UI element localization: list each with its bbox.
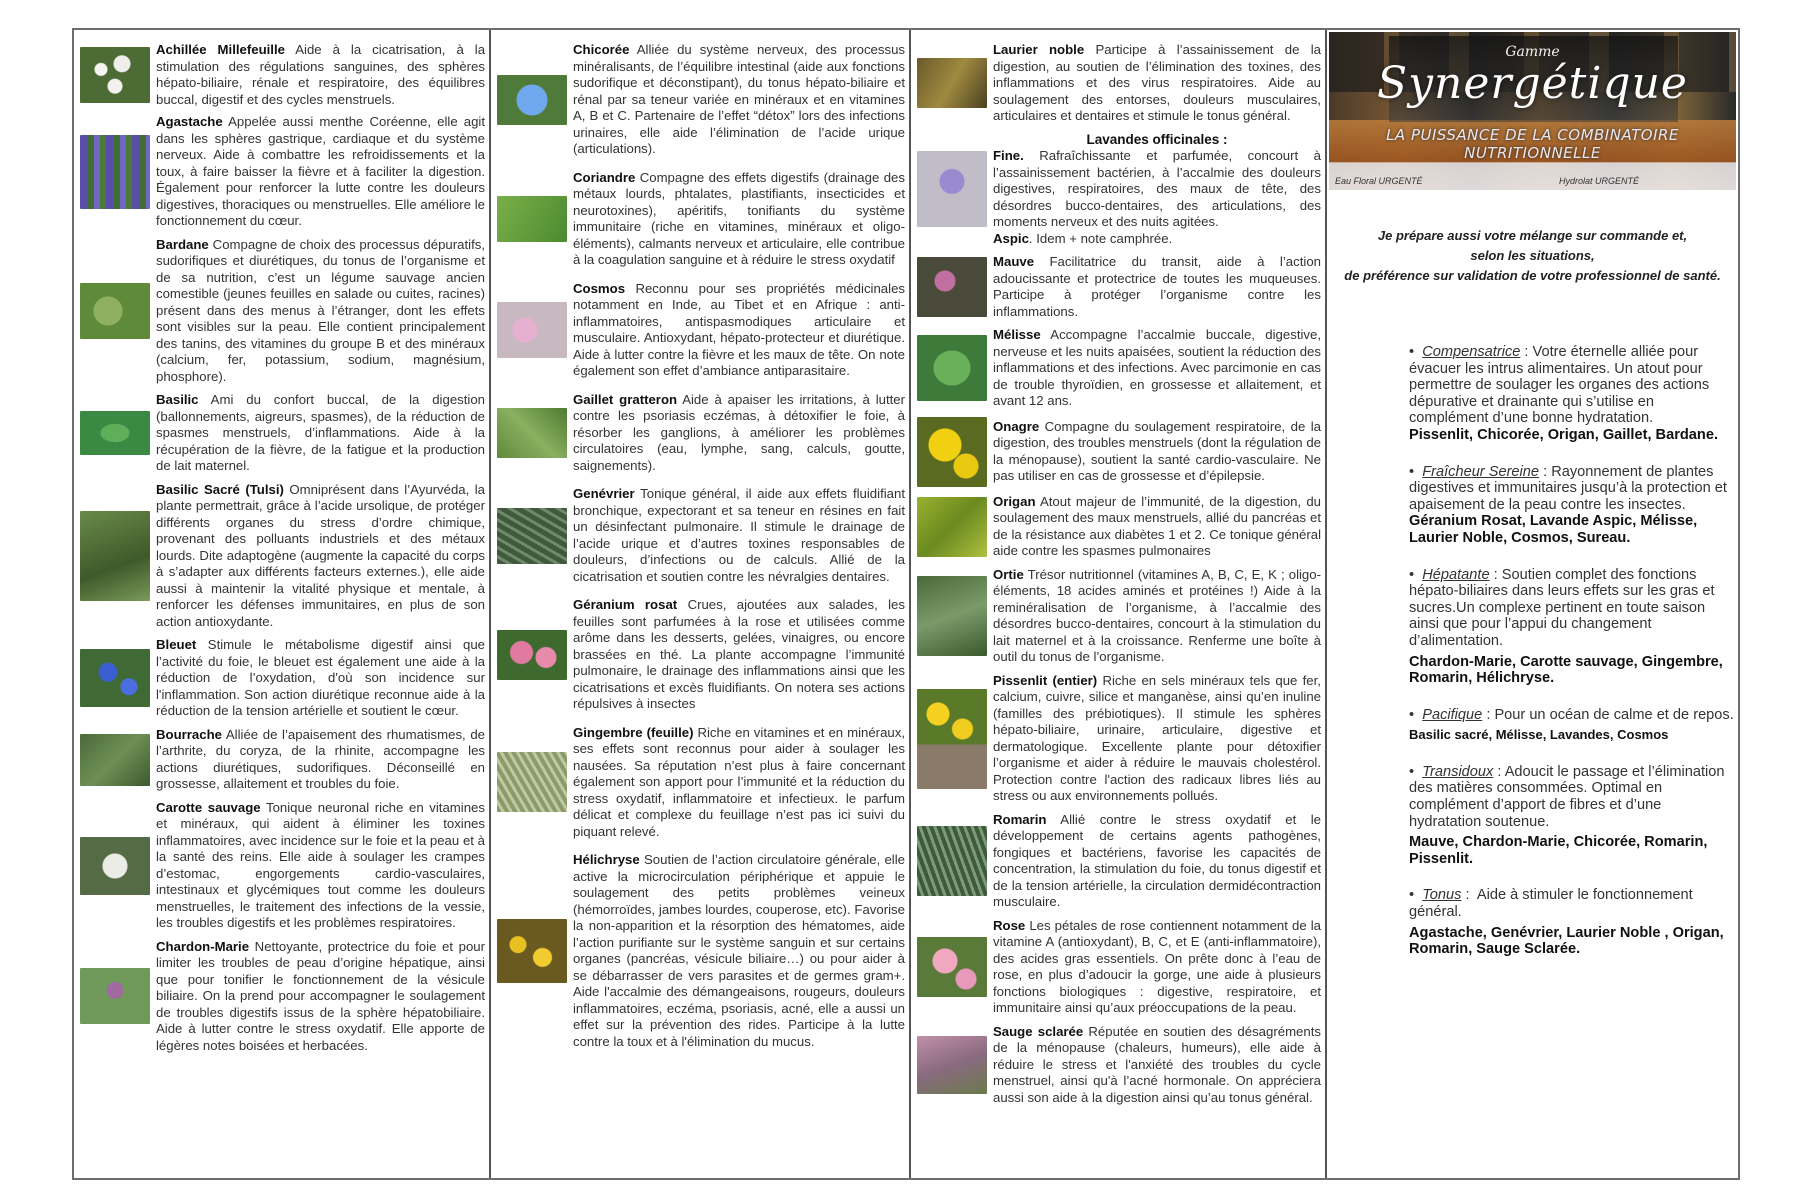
plant-description: Alliée de l’apaisement des rhumatismes, de l’arthrite, du coryza, de la rhinite, accompagne les actions diurétiques, sudorifiques. Déconseillé en grossesse, allaitement et troubles du foie.	[156, 726, 486, 791]
blend-name: Fraîcheur Sereine	[1422, 463, 1540, 480]
plant-entry-melisse	[911, 327, 1325, 410]
helichrysum-image	[497, 919, 567, 983]
custom-blend-note	[1327, 226, 1738, 286]
blend-description: Soutien complet des fonctions hépato-biliaires dans leurs effets sur les gras et sucres.Un complexe pertinent en toute saison ainsi que pour l’appui du changement d’alimentation.	[1409, 566, 1715, 649]
blend-name: Tonus	[1422, 887, 1462, 904]
plant-description: Ami du confort buccal, de la digestion (ballonnements, aigreurs, spasmes), de la réduction de spasmes menstruels, d’inflammations. Aide à la récupération de la fièvre, de la fatigue et la production de lait maternel.	[156, 392, 486, 473]
plant-name: Cosmos	[573, 280, 626, 296]
blend-separator: :	[1461, 887, 1477, 904]
column-2	[489, 30, 909, 1178]
note-line-2: selon les situations,	[1470, 248, 1595, 263]
plant-name: Gaillet gratteron	[573, 391, 678, 407]
plant-name: Ortie	[993, 566, 1024, 582]
plant-description: Rafraîchissante et parfumée, concourt à l’assainissement bactérien, à l’accalmie des douleurs digestives, respiratoires, des maux de tête, des désordres bucco-dentaires, des articulations, des moments nerveux et des nuits agitées.	[993, 148, 1321, 229]
plant-description: Compagne du soulagement respiratoire, de la digestion, des troubles menstruels (dont la régulation de la ménopause), soutient la santé cardio-vasculaire. Ne pas utiliser en cas de grossesse et d’épilepsie.	[993, 418, 1321, 483]
plant-description: Soutien de l’action circulatoire générale, elle active la microcirculation périphérique et appuie le soulagement des petits problèmes veineux (hémorroïdes, jambes lourdes, couperose, etc). Favorise la non-apparition et la résorption des hématomes, aide l’action purifiante sur le système sanguin et sur certains organes (pancréas, vésicule biliaire…) ou pour aider à se débarrasser de vers parasites et de germes gram+. Aide l'accalmie des démangeaisons, rougeurs, douleurs inflammatoires, eczéma, psoriasis, acné, elle a aussi un effet sur la prévention des rides. Participe à la lutte contre la toux et à l'élimination du mucus.	[573, 852, 905, 1049]
cosmos-image	[497, 302, 567, 358]
plant-description: Alliée du système nerveux, des processus minéralisants, de l’équilibre intestinal (aide aux fonctions sudorifique et déconstipant), du tonus hépato-biliaire et rénal par sa teneur variée en minéraux et en vitamines A, B et C. Partenaire de l’effet “détox” lors des infections urinaires, elle aide l’élimination de l’acide urique (articulations).	[573, 42, 905, 156]
blend-name: Pacifique	[1422, 706, 1483, 723]
plant-name: Bleuet	[156, 637, 197, 652]
blend-plants: Basilic sacré, Mélisse, Lavandes, Cosmos	[1409, 727, 1669, 743]
banner-image	[1329, 32, 1736, 190]
plant-entry-bardane	[74, 237, 489, 386]
mallow-image	[917, 257, 987, 317]
tagline-line-2: NUTRITIONNELLE	[1464, 144, 1601, 162]
plant-name: Bourrache	[156, 726, 222, 742]
plant-description: Reconnu pour ses propriétés médicinales notamment en Inde, au Tibet et en Afrique : anti-inflammatoires, antispasmodiques articulaire et musculaire. Antioxydant, hépato-protecteur et diurétique. Aide à lutter contre la fièvre et les maux de tête. On note également son effet d’ambiance antiparasitaire.	[573, 280, 905, 378]
plant-entry-achillee	[74, 42, 489, 108]
synergetique-panel	[1325, 30, 1738, 1178]
chicory-image	[497, 75, 567, 125]
plant-description: Stimule le métabolisme digestif ainsi que l’activité du foie, le bleuet est également une aide à la réduction de l’oxydation, d'où son incidence sur l'inflammation. Son action diurétique reconnue aide à la réduction de la tension artérielle et soutient le cœur.	[156, 637, 485, 718]
plant-name: Basilic Sacré (Tulsi)	[156, 481, 284, 497]
note-line-1: Je prépare aussi votre mélange sur commande et,	[1377, 228, 1688, 243]
blend-description: Aide à stimuler le fonctionnement général.	[1409, 887, 1693, 921]
plant-name: Achillée Millefeuille	[156, 42, 285, 57]
plant-name: Mélisse	[993, 327, 1041, 342]
plant-name: Bardane	[156, 236, 209, 252]
column-1	[74, 30, 489, 1178]
plant-description: Compagne des effets digestifs (drainage des métaux lourds, phtalates, plastifiants, insecticides et neurotoxines), apéritifs, tonifiants du système immunitaire (riche en vitamines, minéraux et oligo-éléments), calmants nerveux et articulaire, elle contribue à la coagulation sanguine et à réduire le stress oxydatif	[573, 169, 905, 267]
plant-name: Fine.	[993, 148, 1024, 163]
plant-description: Compagne de choix des processus dépuratifs, sudorifiques et diurétiques, du tonus de l’organisme et de sa nutrition, c’est un légume sauvage ancien comestible (jeunes feuilles en salade ou cuites, racines) présent dans des menus à l’étranger, dont les effets sont visibles sur la peau. Elle contient principalement des tanins, des vitamines du groupe B et des minéraux (calcium, fer, potassium, sodium, magnésium, phosphore).	[156, 236, 485, 384]
oregano-image	[917, 497, 987, 557]
blend-tonus	[1409, 887, 1736, 957]
rosemary-image	[917, 826, 987, 896]
plant-entry-origan	[911, 494, 1325, 560]
bullet-icon: •	[1409, 463, 1423, 480]
lavender-image	[917, 151, 987, 227]
plant-name: Basilic	[156, 392, 199, 407]
blend-separator: :	[1482, 706, 1495, 723]
plant-description: Accompagne l’accalmie buccale, digestive, nerveuse et les nuits apaisées, soutient la réduction des inflammations et des infections. Avec parcimonie en cas de trouble thyroïdien, en grossesse et allaitement, et avant 12 ans.	[993, 327, 1321, 408]
blend-separator: :	[1539, 463, 1552, 480]
plant-entry-geranium	[491, 597, 909, 713]
plant-entry-agastache	[74, 114, 489, 230]
plant-entry-chicoree	[491, 42, 909, 158]
note-line-3: de préférence sur validation de votre professionnel de santé.	[1344, 268, 1721, 283]
plant-name: Rose	[993, 917, 1026, 933]
bullet-icon: •	[1409, 887, 1423, 904]
plant-entry-ortie	[911, 567, 1325, 666]
blend-separator: :	[1493, 763, 1505, 780]
plant-description: Les pétales de rose contiennent notamment de la vitamine A (antioxydant), B, C, et E (anti-inflammatoire), des acides gras essentiels. On prête donc à l’eau de rose, en plus d’adoucir la gorge, une aide à plusieurs fonctions biologiques : digestive, respiratoire, et immunitaire ainsi qu’aux préoccupations de la peau.	[993, 917, 1321, 1015]
plant-entry-pissenlit	[911, 673, 1325, 805]
plant-entry-laurier	[911, 42, 1325, 125]
plant-description: Réputée en soutien des désagréments de la ménopause (chaleurs, humeurs), elle aide à réduire le stress et l'anxiété des troubles du cycle menstruel, ainsi qu'à l’acné hormonale. On appréciera aussi son aide à la digestion ainsi qu’au tonus général.	[993, 1023, 1321, 1105]
holy-basil-image	[80, 511, 150, 601]
plant-name: Agastache	[156, 114, 223, 129]
plant-entry-cosmos	[491, 281, 909, 380]
blend-plants: Mauve, Chardon-Marie, Chicorée, Romarin, Pissenlit.	[1409, 834, 1708, 867]
blend-name: Compensatrice	[1422, 344, 1521, 360]
plant-description: Atout majeur de l’immunité, de la digestion, du soulagement des maux menstruels, allié du pancréas et de la résistance aux diabètes 1 et 2. Ce tonique général aide contre les spasmes pulmonaires	[993, 493, 1321, 558]
plant-entry-genevrier	[491, 486, 909, 585]
plant-name: Chardon-Marie	[156, 938, 250, 954]
plant-entry-gingembre	[491, 725, 909, 841]
wild-carrot-image	[80, 837, 150, 895]
plant-name: Gingembre (feuille)	[573, 724, 694, 740]
bullet-icon: •	[1409, 706, 1423, 723]
blend-separator: :	[1489, 566, 1502, 583]
bottle-label-right: Hydrolat URGENTÉ	[1559, 176, 1640, 186]
range-title: Synergétique	[1377, 58, 1688, 109]
plant-description: Riche en vitamines et en minéraux, ses effets sont reconnus pour aider à soulager les nausées. Sa réputation n’est plus à faire concernant également son apport pour l’immunité et la réduction du stress oxydatif, inflammatoire et infectieux. le parfum délicat et complexe du feuillage n’est pas ici suivi du piquant relevé.	[573, 724, 905, 839]
bottle-labels	[1329, 170, 1736, 188]
plant-entry-gaillet	[491, 392, 909, 475]
blend-hepatante	[1409, 567, 1736, 687]
plant-entry-romarin	[911, 812, 1325, 911]
blend-plants: Pissenlit, Chicorée, Origan, Gaillet, Bardane.	[1409, 426, 1718, 443]
plant-description: Tonique général, il aide aux effets fluidifiant bronchique, expectorant et sa teneur en résines en fait un désinfectant pulmonaire. Il stimule le drainage de l’acide urique et d’autres toxines responsables de douleurs, d’infections ou de calculs. Allié de la cicatrisation et soutien contre les névralgies dentaires.	[573, 486, 905, 584]
plant-name: Hélichryse	[573, 852, 640, 867]
plant-description: Allié contre le stress oxydatif et le développement de certains agents pathogènes, fongiques et bactériens, favorise les capacités de concentration, la stimulation du foie, du tonus digestif et de la tension artérielle, la circulation dermidécontraction musculaire.	[993, 811, 1322, 909]
plant-name: Mauve	[993, 254, 1035, 269]
plant-name: Onagre	[993, 418, 1040, 434]
nettle-image	[917, 576, 987, 656]
blend-name: Transidoux	[1422, 763, 1494, 780]
blend-separator: :	[1520, 344, 1533, 360]
blend-plants: Chardon-Marie, Carotte sauvage, Gingembre, Romarin, Hélichryse.	[1409, 653, 1723, 687]
evening-primrose-image	[917, 417, 987, 487]
bottle-label-left: Eau Floral URGENTÉ	[1335, 176, 1423, 186]
blend-name: Hépatante	[1422, 566, 1490, 583]
plant-description: Trésor nutritionnel (vitamines A, B, C, E, K ; oligo-éléments, 18 acides aminés et protéines !) Aide à la reminéralisation de l’organisme, à l’accalmie des désordres bucco-dentaires, concourt à la stimulation du lait maternel et à la croissance. Renferme une boîte à outil du tonus de l’organisme.	[993, 566, 1321, 664]
milk-thistle-image	[80, 968, 150, 1024]
blend-list	[1409, 344, 1738, 958]
plant-entry-basilic-sacre	[74, 482, 489, 631]
gamme-label: Gamme	[1505, 44, 1560, 60]
clary-sage-image	[917, 1036, 987, 1094]
plant-description: Facilitatrice du transit, aide à l’action adoucissante et protectrice de toutes les muqueuses. Participe à protéger l’organisme contre les inflammations.	[993, 254, 1321, 319]
blend-plants: Géranium Rosat, Lavande Aspic, Mélisse, Laurier Noble, Cosmos, Sureau.	[1409, 513, 1698, 546]
plant-entry-helichryse	[491, 852, 909, 1050]
blend-description: Pour un océan de calme et de repos.	[1494, 706, 1734, 723]
plant-entry-rose	[911, 918, 1325, 1017]
plant-description: Riche en sels minéraux tels que fer, calcium, cuivre, silice et manganèse, ainsi qu’en inuline (familles des prébiotiques). Il stimule les sphères hépato-biliaire, urinaire, articulaire, digestive et dermatologique. Excellente plante pour détoxifier l’organisme et aider à réduire le mauvais cholestérol. Protection contre l'action des radicaux libres liés au stress ou aux environnements pollués.	[993, 672, 1321, 803]
plant-description: Tonique neuronal riche en vitamines et minéraux, qui aident à éliminer les toxines inflammatoires, avec incidence sur le foie et la peau et à la santé des reins. Elle aide à soulager les crampes d’estomac, engorgements cardio-vasculaires, intestinaux et glycémiques tout comme les douleurs menstruelles, le traitement des infections de la vessie, les troubles digestifs et les problèmes respiratoires.	[156, 799, 485, 930]
blend-fraicheur-sereine	[1409, 464, 1736, 547]
cornflower-image	[80, 649, 150, 707]
plant-description: Aide à apaiser les irritations, à lutter contre les psoriasis eczémas, à détoxifier le foie, à résorber les ganglions, à améliorer les problèmes circulatoires (eau, lymphe, sang, calculs, goutte, saignements).	[573, 391, 906, 473]
plant-description: Appelée aussi menthe Coréenne, elle agit dans les sphères gastrique, cardiaque et du système nerveux. Aide à combattre les refroidissements et la toux, à faire baisser la fièvre et à faciliter la digestion. Également pour renforcer la lutte contre les douleurs digestives, thoraciques ou menstruelles. Elle améliore le fonctionnement du cœur.	[156, 114, 485, 228]
plant-name: Origan	[993, 493, 1036, 509]
range-tagline	[1329, 126, 1736, 162]
agastache-image	[80, 135, 150, 209]
plant-name: Genévrier	[573, 486, 635, 501]
plant-description: Aide à la cicatrisation, à la stimulation des régulations sanguines, des sphères hépato-biliaire, rénale et respiratoire, des équilibres buccal, digestif et des cycles menstruels.	[156, 42, 486, 107]
plant-name: Laurier noble	[993, 42, 1085, 57]
blend-compensatrice	[1409, 344, 1736, 444]
bay-laurel-image	[917, 58, 987, 108]
plant-description: Nettoyante, protectrice du foie et pour limiter les troubles de peau d’origine hépatique, ainsi que pour tonifier le fonctionnement de la vésicule biliaire. On la prend pour accompagner le soulagement de troubles digestifs issus de la sphère hépatobiliaire. Aide à lutter contre le stress oxydatif. Elle apporte de légères notes boisées et herbacées.	[156, 938, 485, 1053]
blend-description: Rayonnement de plantes digestives et immunitaires jusqu’à la protection et apaisement de la peau contre les insectes.	[1409, 463, 1727, 513]
blend-pacifique	[1409, 707, 1736, 744]
plant-entry-carotte	[74, 800, 489, 932]
plant-entry-bleuet	[74, 637, 489, 720]
borage-image	[80, 734, 150, 786]
rose-image	[917, 937, 987, 997]
plant-description: Participe à l’assainissement de la digestion, au soutien de l’élimination des toxines, des inflammations et des virus respiratoires. Aide au soulagement des entorses, douleurs musculaires, articulaires et dentaires et stimule le tonus général.	[993, 42, 1321, 123]
plant-description: Crues, ajoutées aux salades, les feuilles sont parfumées à la rose et utilisées comme arôme dans les desserts, gelées, vinaigres, ou encore brassées en thé. La plante accompagne l’immunité pulmonaire, le drainage des inflammations ainsi que les cicatrisations et excès fluidifiants. On notera ses actions répulsives à insectes	[573, 597, 905, 711]
blend-description: Adoucit le passage et l’élimination des matières consommées. Optimal en complément d’apport de fibres et d’une hydratation soutenue.	[1409, 763, 1725, 830]
plant-entry-lavandes	[911, 132, 1325, 248]
plant-subname: Aspic	[993, 230, 1029, 246]
plant-entry-sauge	[911, 1024, 1325, 1107]
plant-entry-coriandre	[491, 170, 909, 269]
lemon-balm-image	[917, 335, 987, 401]
blend-transidoux	[1409, 764, 1736, 868]
tagline-line-1: LA PUISSANCE DE LA COMBINATOIRE	[1386, 126, 1679, 144]
ginger-image	[497, 752, 567, 812]
plant-entry-bourrache	[74, 727, 489, 793]
plant-name: Chicorée	[573, 42, 630, 57]
juniper-image	[497, 508, 567, 564]
plant-name: Pissenlit (entier)	[993, 672, 1098, 688]
plant-name: Romarin	[993, 811, 1047, 827]
plant-subdescription: . Idem + note camphrée.	[1028, 230, 1173, 246]
burdock-image	[80, 283, 150, 339]
plant-entry-chardon	[74, 939, 489, 1055]
blend-description: Votre éternelle alliée pour évacuer les intrus alimentaires. Un atout pour permettre de soulager les organes des actions dépurative et drainante qui s’utilise en complément d’une bonne hydratation.	[1409, 344, 1710, 427]
basil-image	[80, 411, 150, 455]
dandelion-image	[917, 689, 987, 789]
bullet-icon: •	[1409, 344, 1423, 360]
plant-name: Coriandre	[573, 169, 636, 185]
bullet-icon: •	[1409, 763, 1423, 780]
lavandes-heading: Lavandes officinales :	[1086, 131, 1228, 147]
plant-description: Omniprésent dans l’Ayurvéda, la plante permettrait, grâce à l’acide ursolique, de protéger différents organes du stress d’ordre chimique, provenant des polluants industriels et des métaux lourds. Dite adaptogène (augmente la capacité du corps à s’adapter aux différents facteurs externes.), elle aide aussi à maintenir la vitalité physique et mentale, à renforcer les défenses immunitaires, en plus de son action antioxydante.	[156, 481, 485, 629]
plant-entry-mauve	[911, 254, 1325, 320]
brochure-frame	[72, 28, 1740, 1180]
plant-name: Géranium rosat	[573, 597, 678, 612]
geranium-image	[497, 630, 567, 680]
blend-plants: Agastache, Genévrier, Laurier Noble , Origan, Romarin, Sauge Sclarée.	[1409, 924, 1724, 958]
cleavers-image	[497, 408, 567, 458]
column-3	[909, 30, 1325, 1178]
yarrow-image	[80, 47, 150, 103]
bullet-icon: •	[1409, 566, 1423, 583]
plant-name: Sauge sclarée	[993, 1023, 1084, 1039]
plant-name: Carotte sauvage	[156, 799, 261, 815]
plant-entry-basilic	[74, 392, 489, 475]
coriander-image	[497, 196, 567, 242]
plant-entry-onagre	[911, 417, 1325, 487]
